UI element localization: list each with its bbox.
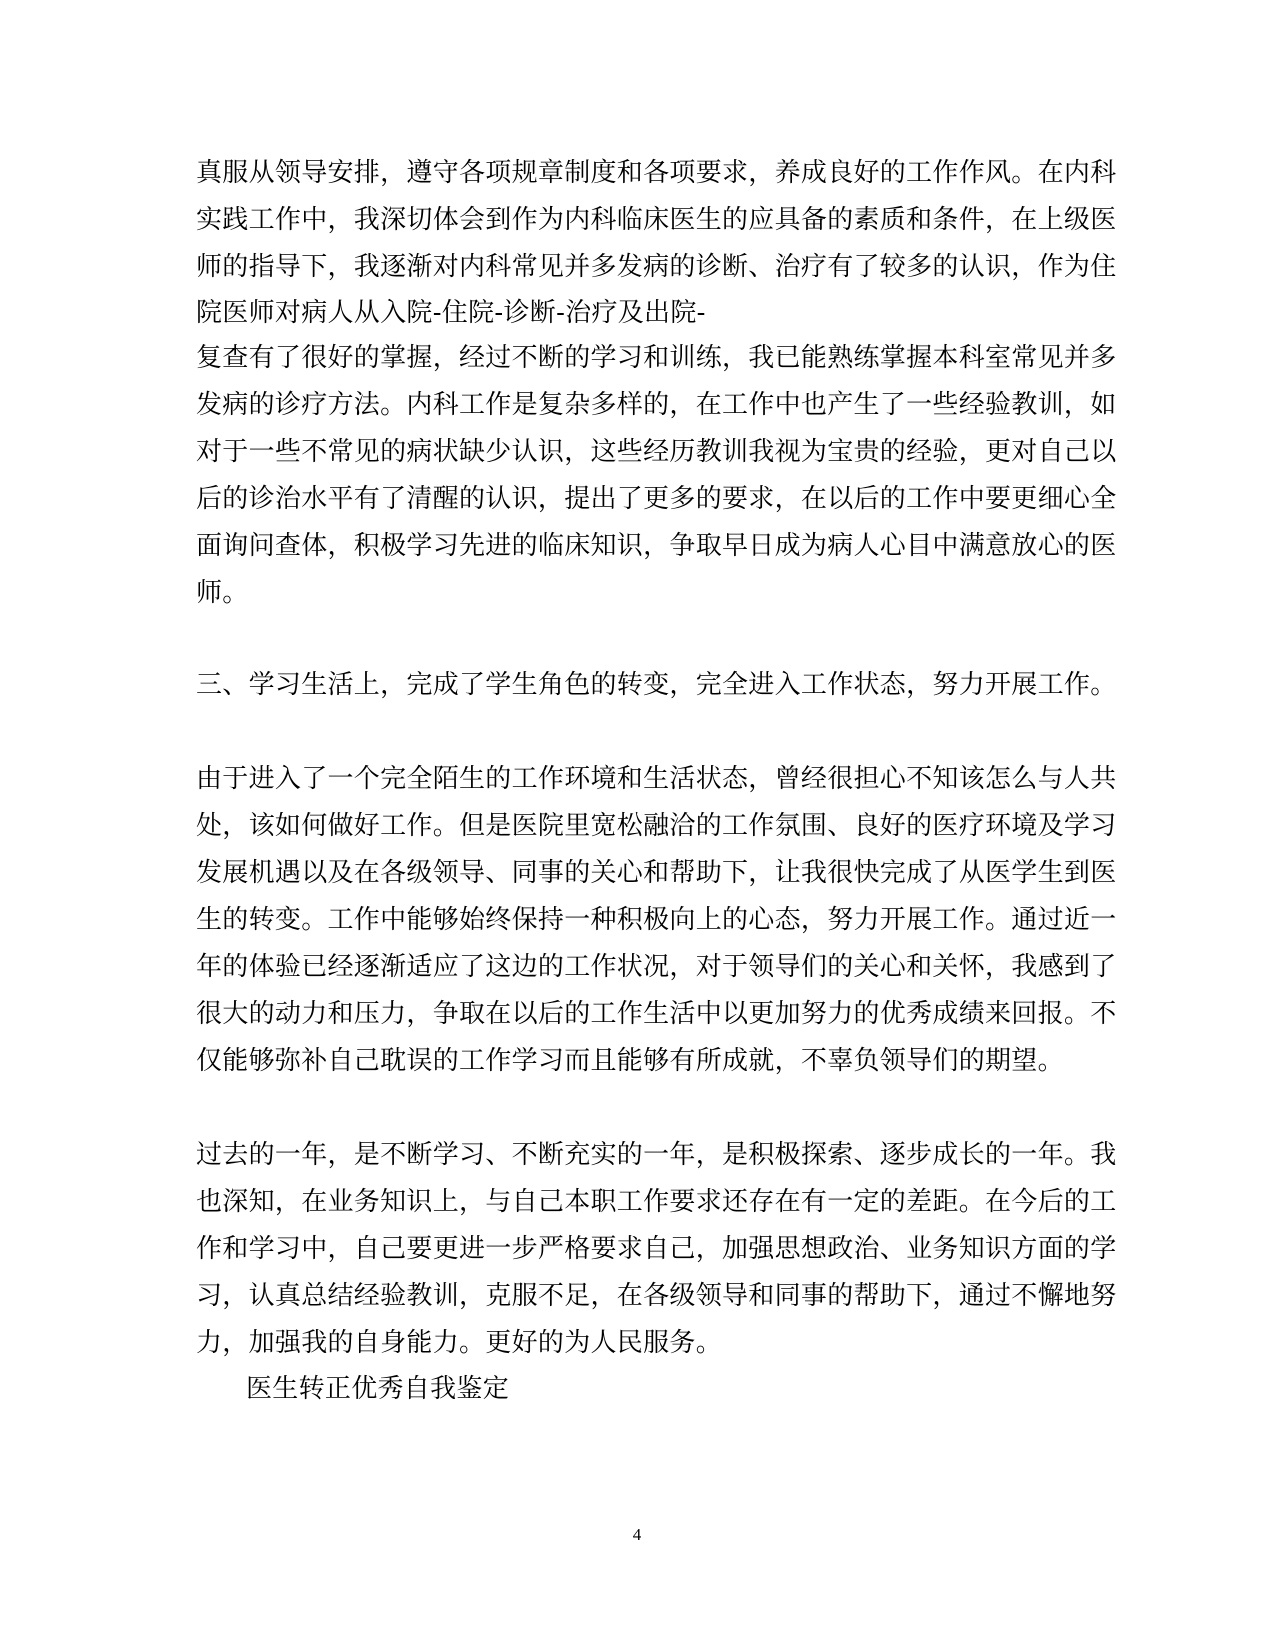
text-line-18: 仅能够弥补自己耽误的工作学习而且能够有所成就，不辜负领导们的期望。 xyxy=(196,1046,1064,1076)
text-line-21: 作和学习中，自己要更进一步严格要求自己，加强思想政治、业务知识方面的学 xyxy=(196,1234,1117,1264)
text-line-20: 也深知，在业务知识上，与自己本职工作要求还存在有一定的差距。在今后的工 xyxy=(196,1187,1117,1217)
text-line-13: 处，该如何做好工作。但是医院里宽松融洽的工作氛围、良好的医疗环境及学习 xyxy=(196,811,1117,841)
text-line-17: 很大的动力和压力，争取在以后的工作生活中以更加努力的优秀成绩来回报。不 xyxy=(196,999,1117,1029)
text-line-4: 院医师对病人从入院-住院-诊断-治疗及出院- xyxy=(196,298,706,328)
text-line-14: 发展机遇以及在各级领导、同事的关心和帮助下，让我很快完成了从医学生到医 xyxy=(196,858,1117,888)
text-line-2: 实践工作中，我深切体会到作为内科临床医生的应具备的素质和条件，在上级医 xyxy=(196,205,1117,235)
text-line-10: 师。 xyxy=(196,578,249,608)
text-line-6: 发病的诊疗方法。内科工作是复杂多样的，在工作中也产生了一些经验教训，如 xyxy=(196,390,1117,420)
closing-title: 医生转正优秀自我鉴定 xyxy=(246,1374,510,1404)
text-line-3: 师的指导下，我逐渐对内科常见并多发病的诊断、治疗有了较多的认识，作为住 xyxy=(196,252,1117,282)
text-line-8: 后的诊治水平有了清醒的认识，提出了更多的要求，在以后的工作中要更细心全 xyxy=(196,484,1117,514)
text-line-12: 由于进入了一个完全陌生的工作环境和生活状态，曾经很担心不知该怎么与人共 xyxy=(196,764,1117,794)
text-line-5: 复查有了很好的掌握，经过不断的学习和训练，我已能熟练掌握本科室常见并多 xyxy=(196,343,1117,373)
text-line-19: 过去的一年，是不断学习、不断充实的一年，是积极探索、逐步成长的一年。我 xyxy=(196,1140,1117,1170)
text-line-15: 生的转变。工作中能够始终保持一种积极向上的心态，努力开展工作。通过近一 xyxy=(196,905,1117,935)
section-heading: 三、学习生活上，完成了学生角色的转变，完全进入工作状态，努力开展工作。 xyxy=(196,670,1117,700)
text-line-23: 力，加强我的自身能力。更好的为人民服务。 xyxy=(196,1328,723,1358)
text-line-16: 年的体验已经逐渐适应了这边的工作状况，对于领导们的关心和关怀，我感到了 xyxy=(196,952,1117,982)
text-line-22: 习，认真总结经验教训，克服不足，在各级领导和同事的帮助下，通过不懈地努 xyxy=(196,1281,1117,1311)
text-line-1: 真服从领导安排，遵守各项规章制度和各项要求，养成良好的工作作风。在内科 xyxy=(196,158,1117,188)
page-number: 4 xyxy=(632,1525,642,1544)
text-line-7: 对于一些不常见的病状缺少认识，这些经历教训我视为宝贵的经验，更对自己以 xyxy=(196,437,1117,467)
text-line-9: 面询问查体，积极学习先进的临床知识，争取早日成为病人心目中满意放心的医 xyxy=(196,531,1117,561)
